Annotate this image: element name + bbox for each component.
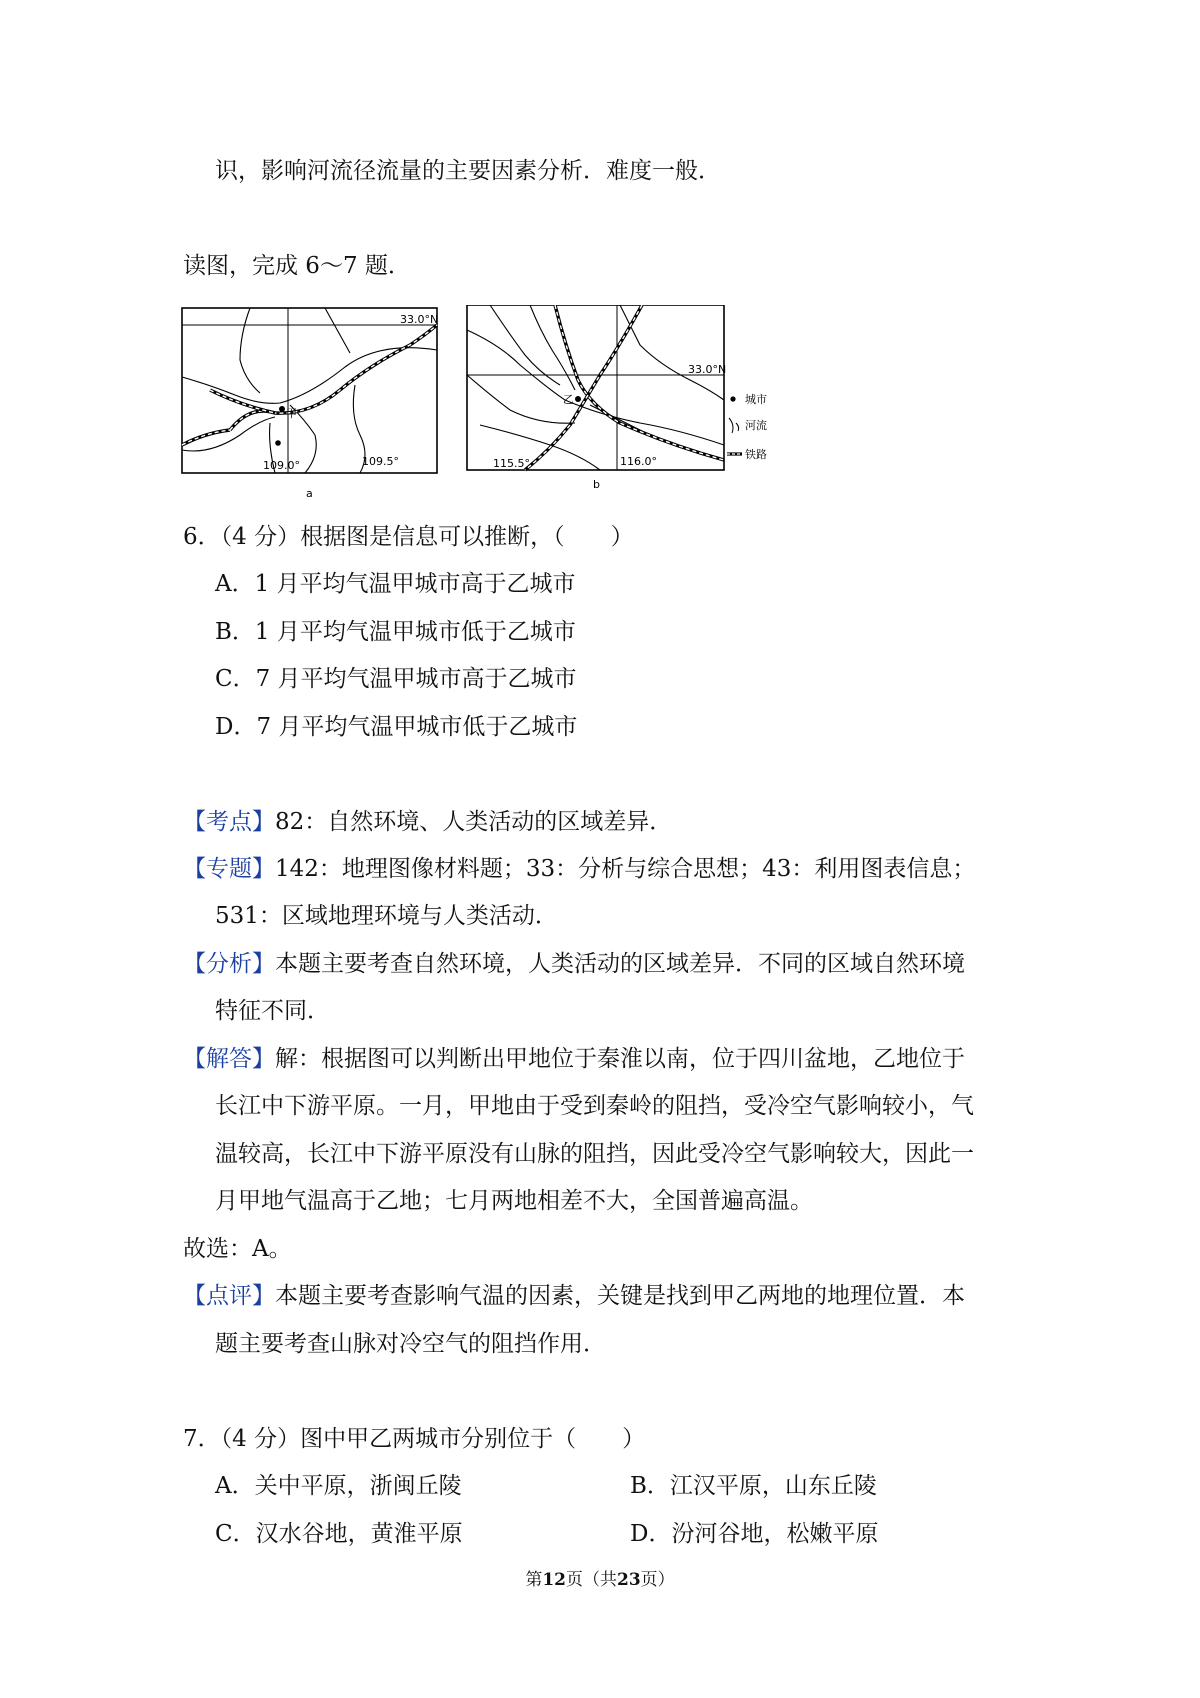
map-a-city-dot [279,406,285,412]
map-b-city-label: 乙 [563,393,574,406]
map-a-city-label: 甲 [286,407,297,420]
fenxi-text-1: 本题主要考查自然环境，人类活动的区域差异．不同的区域自然环境 [275,951,965,977]
dianping-text-2: 题主要考查山脉对冷空气的阻挡作用． [215,1331,606,1357]
map-legend [727,393,767,461]
map-a-label: a [306,487,313,500]
map-b-lon-right: 116.0° [620,455,657,468]
map-b-label: b [593,478,600,491]
jieda-text-4: 月甲地气温高于乙地；七月两地相差不大，全国普遍高温。 [215,1188,813,1214]
page-footer [0,1565,1200,1590]
map-a-town-dot [275,440,281,446]
footer-pre: 第 [525,1570,543,1590]
q6-option-c: C．7 月平均气温甲城市高于乙城市 [215,666,577,692]
legend-river-label: 河流 [745,419,767,432]
q6-option-d: D．7 月平均气温甲城市低于乙城市 [215,714,578,740]
q7-stem: 7．（4 分）图中甲乙两城市分别位于（ ） [183,1426,646,1452]
jieda-text-1: 解：根据图可以判断出甲地位于秦淮以南，位于四川盆地，乙地位于 [275,1046,965,1072]
q7-option-b: B．江汉平原，山东丘陵 [630,1473,877,1499]
jieda-text-3: 温较高，长江中下游平原没有山脉的阻挡，因此受冷空气影响较大，因此一 [215,1141,974,1167]
kaodian-text: 82：自然环境、人类活动的区域差异． [275,809,673,835]
jieda-text-2: 长江中下游平原。一月，甲地由于受到秦岭的阻挡，受冷空气影响较小，气 [215,1093,974,1119]
footer-post: 页） [640,1570,675,1590]
maps-figure [180,305,800,500]
map-a-lon-left: 109.0° [263,459,300,472]
prompt-text: 读图，完成 6～7 题． [183,253,411,279]
map-a-lon-right: 109.5° [362,455,399,468]
zhuanti-text-1: 142：地理图像材料题；33：分析与综合思想；43：利用图表信息； [275,856,976,882]
fenxi-line [183,949,965,979]
map-b-lon-left: 115.5° [493,457,530,470]
legend-river-icon [729,418,739,433]
zhuanti-tag: 【专题】 [183,856,275,882]
zhuanti-text-2: 531：区域地理环境与人类活动． [215,903,558,929]
fenxi-tag: 【分析】 [183,951,275,977]
map-b-lat-label: 33.0°N [688,363,727,376]
kaodian-line [183,807,672,837]
guxuan-text: 故选：A。 [183,1236,292,1262]
q6-stem: 6．（4 分）根据图是信息可以推断，（ ） [183,524,634,550]
kaodian-tag: 【考点】 [183,809,275,835]
dianping-text-1: 本题主要考查影响气温的因素，关键是找到甲乙两地的地理位置．本 [275,1283,965,1309]
footer-total-pages: 23 [617,1570,641,1590]
dianping-tag: 【点评】 [183,1283,275,1309]
jieda-line [183,1044,965,1074]
q7-option-c: C．汉水谷地，黄淮平原 [215,1521,463,1547]
map-b [467,305,726,491]
map-a-lat-label: 33.0°N [400,313,439,326]
q6-option-a: A．1 月平均气温甲城市高于乙城市 [215,571,576,597]
dianping-line [183,1281,965,1311]
map-b-city-dot [575,396,581,402]
map-a [182,308,438,500]
q7-option-a: A．关中平原，浙闽丘陵 [215,1473,462,1499]
jieda-tag: 【解答】 [183,1046,275,1072]
legend-railway-label: 铁路 [745,448,767,461]
legend-city-icon [730,396,735,401]
intro-line-1: 识，影响河流径流量的主要因素分析．难度一般． [215,158,721,184]
q7-option-d: D．汾河谷地，松嫩平原 [630,1521,879,1547]
footer-page-number: 12 [542,1570,566,1590]
q6-option-b: B．1 月平均气温甲城市低于乙城市 [215,619,576,645]
zhuanti-line [183,854,975,884]
fenxi-text-2: 特征不同． [215,998,330,1024]
legend-city-label: 城市 [745,393,767,406]
footer-mid: 页（共 [566,1570,617,1590]
